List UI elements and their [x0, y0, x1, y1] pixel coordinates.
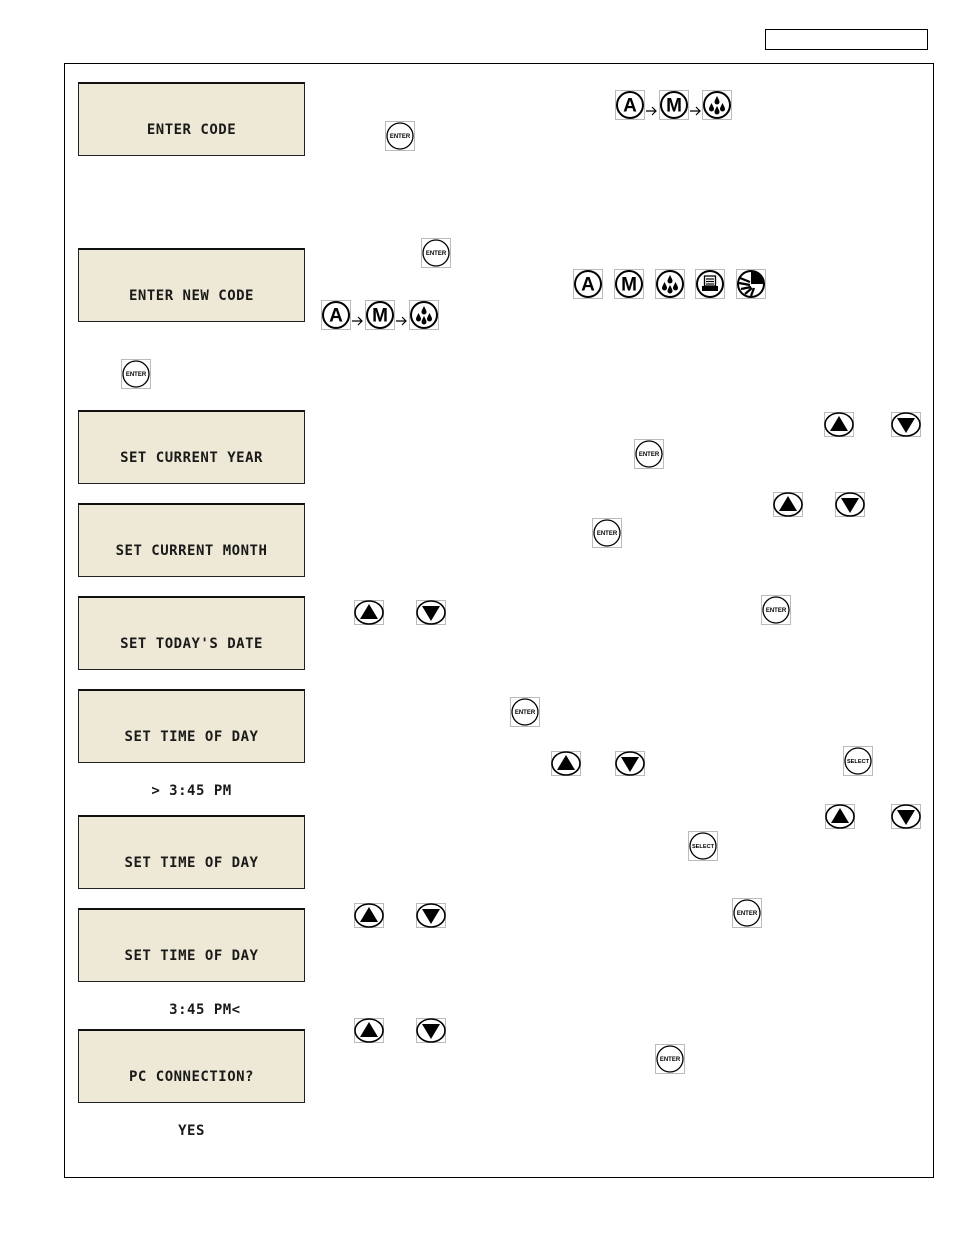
lcd-set-current-month	[78, 503, 305, 577]
enter-label: ENTER	[596, 531, 618, 537]
up-arrow-icon	[354, 903, 384, 928]
lcd-set-time-of-day-1	[78, 689, 305, 799]
enter-label: ENTER	[659, 1057, 681, 1063]
arrow-right-icon	[645, 104, 659, 116]
enter-label: ENTER	[514, 710, 536, 716]
enter-button-icon	[732, 898, 762, 928]
manual-button-icon	[659, 90, 689, 120]
up-arrow-icon	[773, 492, 803, 517]
sun-icon	[736, 269, 766, 299]
enter-label: ENTER	[736, 911, 758, 917]
up-arrow-icon	[824, 412, 854, 437]
lcd-line: SET CURRENT YEAR	[120, 450, 263, 466]
manual-letter: M	[666, 95, 682, 117]
enter-label: ENTER	[125, 372, 147, 378]
lcd-line: SET TODAY'S DATE	[120, 636, 263, 652]
down-arrow-icon	[835, 492, 865, 517]
lcd-line: ENTER NEW CODE	[128, 288, 254, 304]
up-arrow-icon	[551, 751, 581, 776]
auto-button-icon	[573, 269, 603, 299]
auto-button-icon	[321, 300, 351, 330]
down-arrow-icon	[416, 1018, 446, 1043]
enter-button-icon	[121, 359, 151, 389]
lcd-line: SET TIME OF DAY	[124, 948, 259, 964]
lcd-line: SET CURRENT MONTH	[115, 543, 268, 559]
up-arrow-icon	[825, 804, 855, 829]
lcd-enter-new-code	[78, 248, 305, 322]
enter-label: ENTER	[389, 134, 411, 140]
manual-letter: M	[372, 305, 388, 327]
arrow-right-icon	[689, 104, 703, 116]
lcd-line	[79, 341, 304, 359]
lcd-line: PC CONNECTION?	[128, 1069, 254, 1085]
enter-button-icon	[510, 697, 540, 727]
header-box	[765, 29, 928, 50]
enter-button-icon	[634, 439, 664, 469]
lcd-set-current-year	[78, 410, 305, 484]
select-button-icon	[688, 831, 718, 861]
down-arrow-icon	[891, 412, 921, 437]
lcd-line: SET TIME OF DAY	[124, 855, 259, 871]
lcd-line: YES	[178, 1123, 205, 1139]
water-drops-icon	[655, 269, 685, 299]
enter-button-icon	[385, 121, 415, 151]
lcd-line	[79, 175, 304, 193]
down-arrow-icon	[416, 600, 446, 625]
lcd-line: ENTER CODE	[146, 122, 237, 138]
lcd-line: 3:45 PM<	[142, 1002, 241, 1018]
select-label: SELECT	[846, 759, 870, 765]
enter-button-icon	[592, 518, 622, 548]
water-drops-icon	[409, 300, 439, 330]
down-arrow-icon	[416, 903, 446, 928]
lcd-set-todays-date	[78, 596, 305, 670]
enter-label: ENTER	[765, 608, 787, 614]
auto-letter: A	[623, 95, 637, 117]
lcd-line: SET TIME OF DAY	[124, 729, 259, 745]
manual-button-icon	[614, 269, 644, 299]
manual-letter: M	[621, 274, 637, 296]
auto-letter: A	[329, 305, 343, 327]
auto-button-icon	[615, 90, 645, 120]
enter-button-icon	[655, 1044, 685, 1074]
lcd-pc-connection	[78, 1029, 305, 1139]
water-drops-icon	[702, 90, 732, 120]
down-arrow-icon	[615, 751, 645, 776]
enter-button-icon	[421, 238, 451, 268]
lcd-enter-code	[78, 82, 305, 156]
auto-letter: A	[581, 274, 595, 296]
enter-label: ENTER	[425, 251, 447, 257]
arrow-right-icon	[351, 314, 365, 326]
enter-label: ENTER	[638, 452, 660, 458]
lcd-line: > 3:45 PM	[151, 783, 232, 799]
enter-button-icon	[761, 595, 791, 625]
lcd-set-time-of-day-2	[78, 815, 305, 889]
down-arrow-icon	[891, 804, 921, 829]
up-arrow-icon	[354, 600, 384, 625]
lcd-set-time-of-day-3	[78, 908, 305, 1018]
arrow-right-icon	[395, 314, 409, 326]
manual-button-icon	[365, 300, 395, 330]
select-label: SELECT	[691, 844, 715, 850]
select-button-icon	[843, 746, 873, 776]
up-arrow-icon	[354, 1018, 384, 1043]
printer-icon	[695, 269, 725, 299]
